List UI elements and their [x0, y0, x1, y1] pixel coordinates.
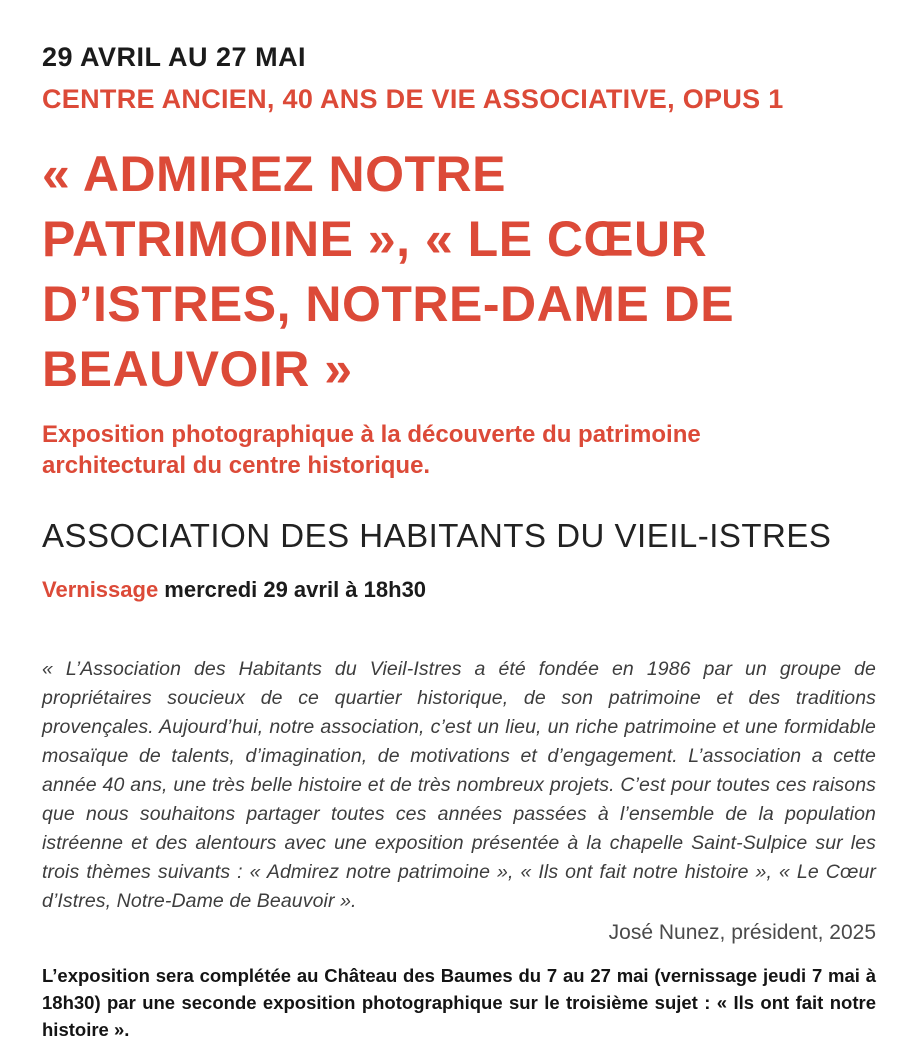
quote-signature: José Nunez, président, 2025	[608, 921, 876, 945]
president-quote: « L’Association des Habitants du Vieil-Istres a été fondée en 1986 par un groupe de propriétaires soucieux de ce quartier historique, de son patrimoine et des traditions provençales. Aujourd’hui, notre association, c’est un lieu, un riche patrimoine et une formidable mosaïque de talents, d’imagination, de motivations et d’engagement. L’association a cette année 40 ans, une très belle histoire et de très nombreux projets. C’est pour toutes ces raisons que nous souhaitons partager toutes ces années passées à l’ensemble de la population istréenne et des alentours avec une exposition présentée à la chapelle Saint-Sulpice sur les trois thèmes suivants : « Admirez notre patrimoine », « Ils ont fait notre histoire », « Le Cœur d’Istres, Notre-Dame de Beauvoir ».	[42, 658, 876, 913]
date-range: 29 AVRIL AU 27 MAI	[42, 42, 307, 72]
title-line-2: PATRIMOINE », « LE CŒUR	[42, 211, 708, 268]
title-line-1: « ADMIREZ NOTRE	[42, 146, 506, 203]
title-line-3: D’ISTRES, NOTRE-DAME DE	[42, 276, 735, 333]
vernissage-label: Vernissage	[42, 577, 159, 603]
vernissage-line	[42, 577, 876, 603]
footer-note: L’exposition sera complétée au Château des Baumes du 7 au 27 mai (vernissage jeudi 7 mai à 18h30) par une seconde exposition photographique sur le troisième sujet : « Ils ont fait notre histoire ».	[42, 964, 876, 1040]
vernissage-details: mercredi 29 avril à 18h30	[158, 577, 427, 603]
page-title	[42, 142, 876, 402]
series-title: CENTRE ANCIEN, 40 ANS DE VIE ASSOCIATIVE, OPUS 1	[42, 84, 784, 115]
organizer-name: ASSOCIATION DES HABITANTS DU VIEIL-ISTRES	[42, 517, 832, 555]
exhibition-subtitle: Exposition photographique à la découverte du patrimoine architectural du centre historique.	[42, 421, 701, 480]
title-line-4: BEAUVOIR »	[42, 341, 353, 398]
